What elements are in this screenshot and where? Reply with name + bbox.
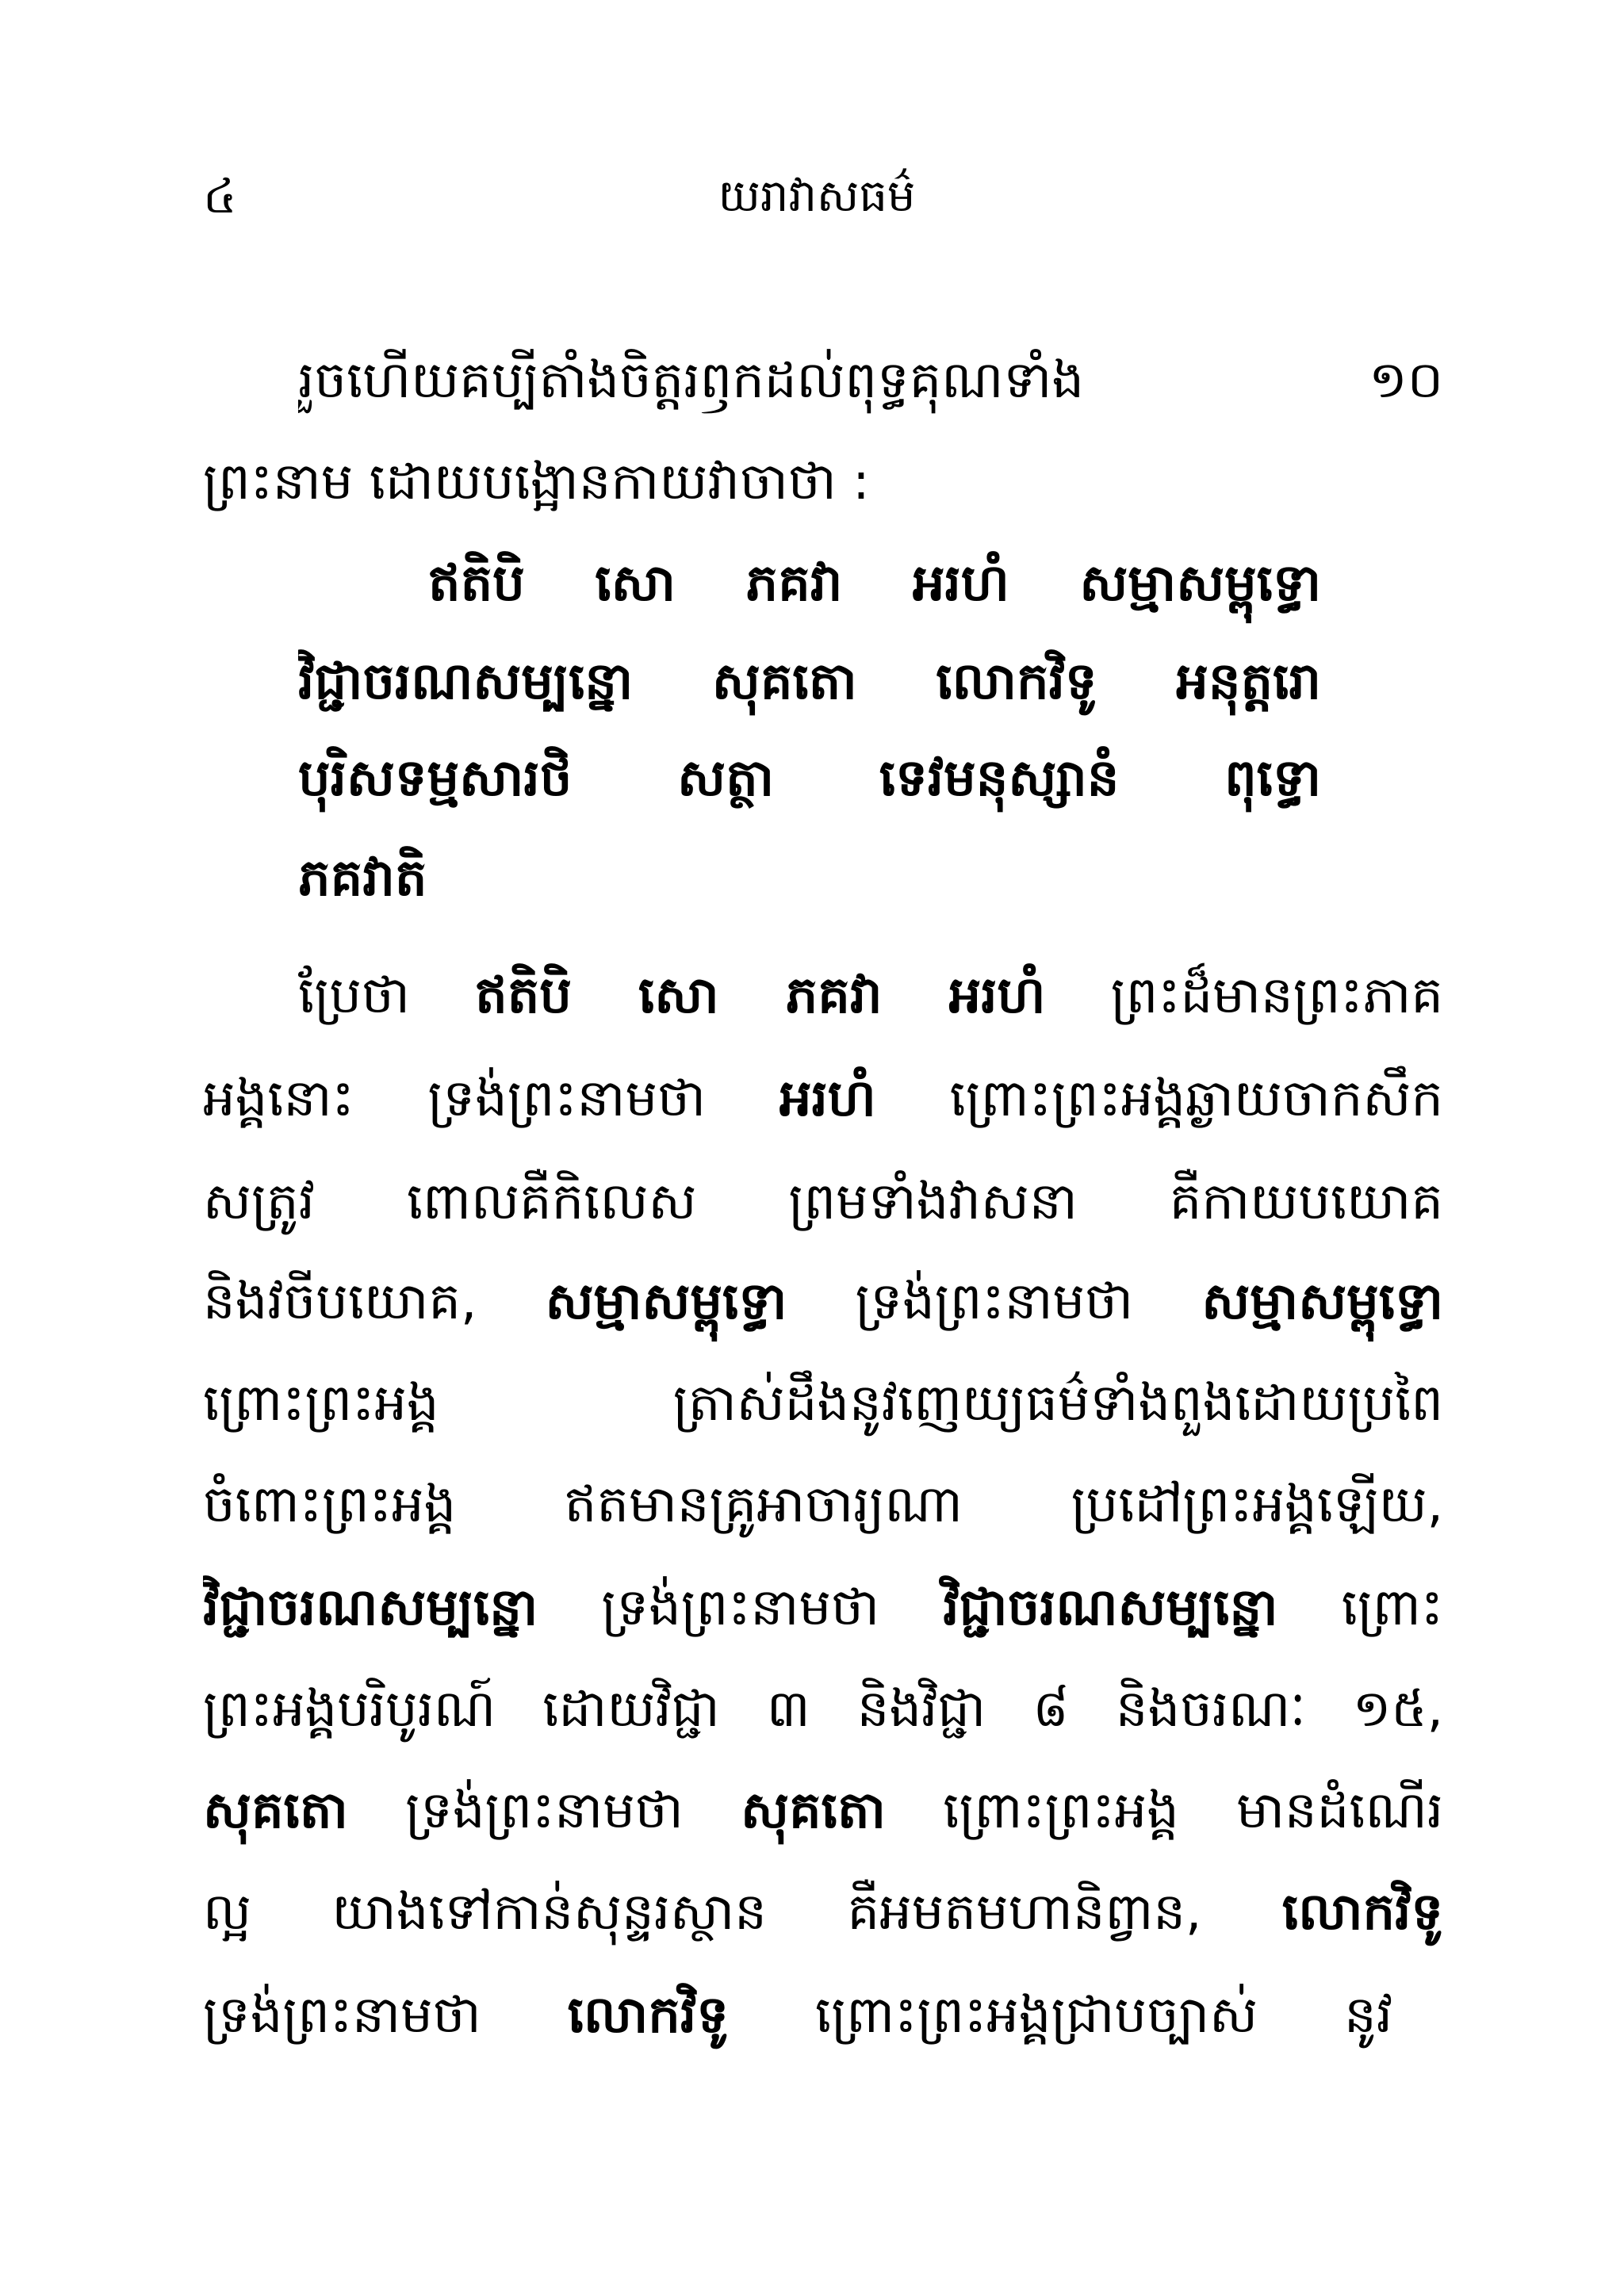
text: ទ្រង់ព្រះនាមថា <box>538 1578 944 1637</box>
intro-line-2: ព្រះនាម ដោយបង្អោនកាយវាចាថា : <box>203 453 870 511</box>
explanation-line-5: ព្រោះព្រះអង្គ ត្រាស់ដឹងនូវញេយ្យធម៌ទាំងពួងដោយប្រពៃ <box>203 1374 1443 1433</box>
pali-term: សម្មាសម្ពុទ្ធោ <box>545 1272 787 1331</box>
pali-verse-line-1: ឥតិបិ សោ ភគវា អរហំ សម្មាសម្ពុទ្ធោ <box>428 554 1321 613</box>
explanation-line-1 <box>298 948 1443 1043</box>
pali-term: វិជ្ជាចរណសម្បន្នោ <box>203 1578 538 1637</box>
explanation-line-10 <box>203 1865 1443 1960</box>
text: ល្អ យាងទៅកាន់សុន្ទរស្ថាន គឺអមតមហានិព្វាន, <box>203 1883 1282 1942</box>
pali-term: ឥតិបិ សោ ភគវា អរហំ <box>475 966 1046 1025</box>
pali-verse-line-3: បុរិសទម្មសារថិ សត្ថា ទេវមនុស្សានំ ពុទ្ធោ <box>298 749 1321 808</box>
explanation-line-4 <box>203 1254 1443 1349</box>
pali-verse-line-2: វិជ្ជាចរណសម្បន្នោ សុគតោ លោកវិទូ អនុត្តរោ <box>298 652 1321 711</box>
text: ទ្រង់ព្រះនាមថា <box>203 1986 568 2045</box>
pali-term: សុគតោ <box>203 1781 348 1840</box>
intro-line-1: រួចហើយគប្បីតាំងចិត្តរឭកដល់ពុទ្ធគុណទាំង ១០ <box>298 351 1443 410</box>
pali-term: វិជ្ជាចរណសម្បន្នោ <box>943 1578 1278 1637</box>
explanation-line-3: សត្រូវ ពោលគឺកិលេស ព្រមទាំងវាសនា គឺកាយបយោគ <box>203 1173 1443 1231</box>
explanation-line-11 <box>203 1968 1392 2063</box>
text: ទ្រង់ព្រះនាមថា <box>347 1781 741 1840</box>
explanation-line-9 <box>203 1763 1443 1858</box>
running-header: យរាវាសធម៌ <box>718 170 916 222</box>
text: ទ្រង់ព្រះនាមថា <box>787 1272 1202 1331</box>
text: ព្រោះ <box>1277 1578 1443 1637</box>
pali-term: សម្មាសម្ពុទ្ធោ <box>1201 1272 1443 1331</box>
pali-term: អរហំ <box>779 1070 876 1128</box>
pali-term: លោកវិទូ <box>567 1986 729 2045</box>
explanation-line-7 <box>203 1560 1443 1655</box>
pali-term: លោកវិទូ <box>1281 1883 1443 1942</box>
text: ព្រោះព្រះអង្គជ្រាបច្បាស់ នូវ <box>728 1986 1392 2045</box>
text: អង្គនោះ ទ្រង់ព្រះនាមថា <box>203 1070 779 1128</box>
text: ប្រែថា <box>298 966 476 1025</box>
page-number: ៤ <box>203 169 237 224</box>
text: និងវចីបយោគ, <box>203 1272 546 1331</box>
pali-term: សុគតោ <box>741 1781 886 1840</box>
pali-verse-line-4: ភគវាតិ <box>298 849 427 908</box>
explanation-line-2 <box>203 1051 1443 1146</box>
explanation-line-8: ព្រះអង្គបរិបូរណ៍ ដោយវិជ្ជា ៣ និងវិជ្ជា ៨ និងចរណៈ ១៥, <box>203 1680 1443 1739</box>
text: ព្រោះព្រះអង្គ មានដំណើរ <box>885 1781 1443 1840</box>
text: ព្រះដ៏មានព្រះភាគ <box>1045 966 1443 1025</box>
text: ព្រោះព្រះអង្គឆ្ងាយចាកសឹក <box>875 1070 1443 1128</box>
explanation-line-6: ចំពោះព្រះអង្គ ឥតមានគ្រូអាចារ្យណា ប្រដៅព្រះអង្គឡើយ, <box>203 1475 1443 1534</box>
